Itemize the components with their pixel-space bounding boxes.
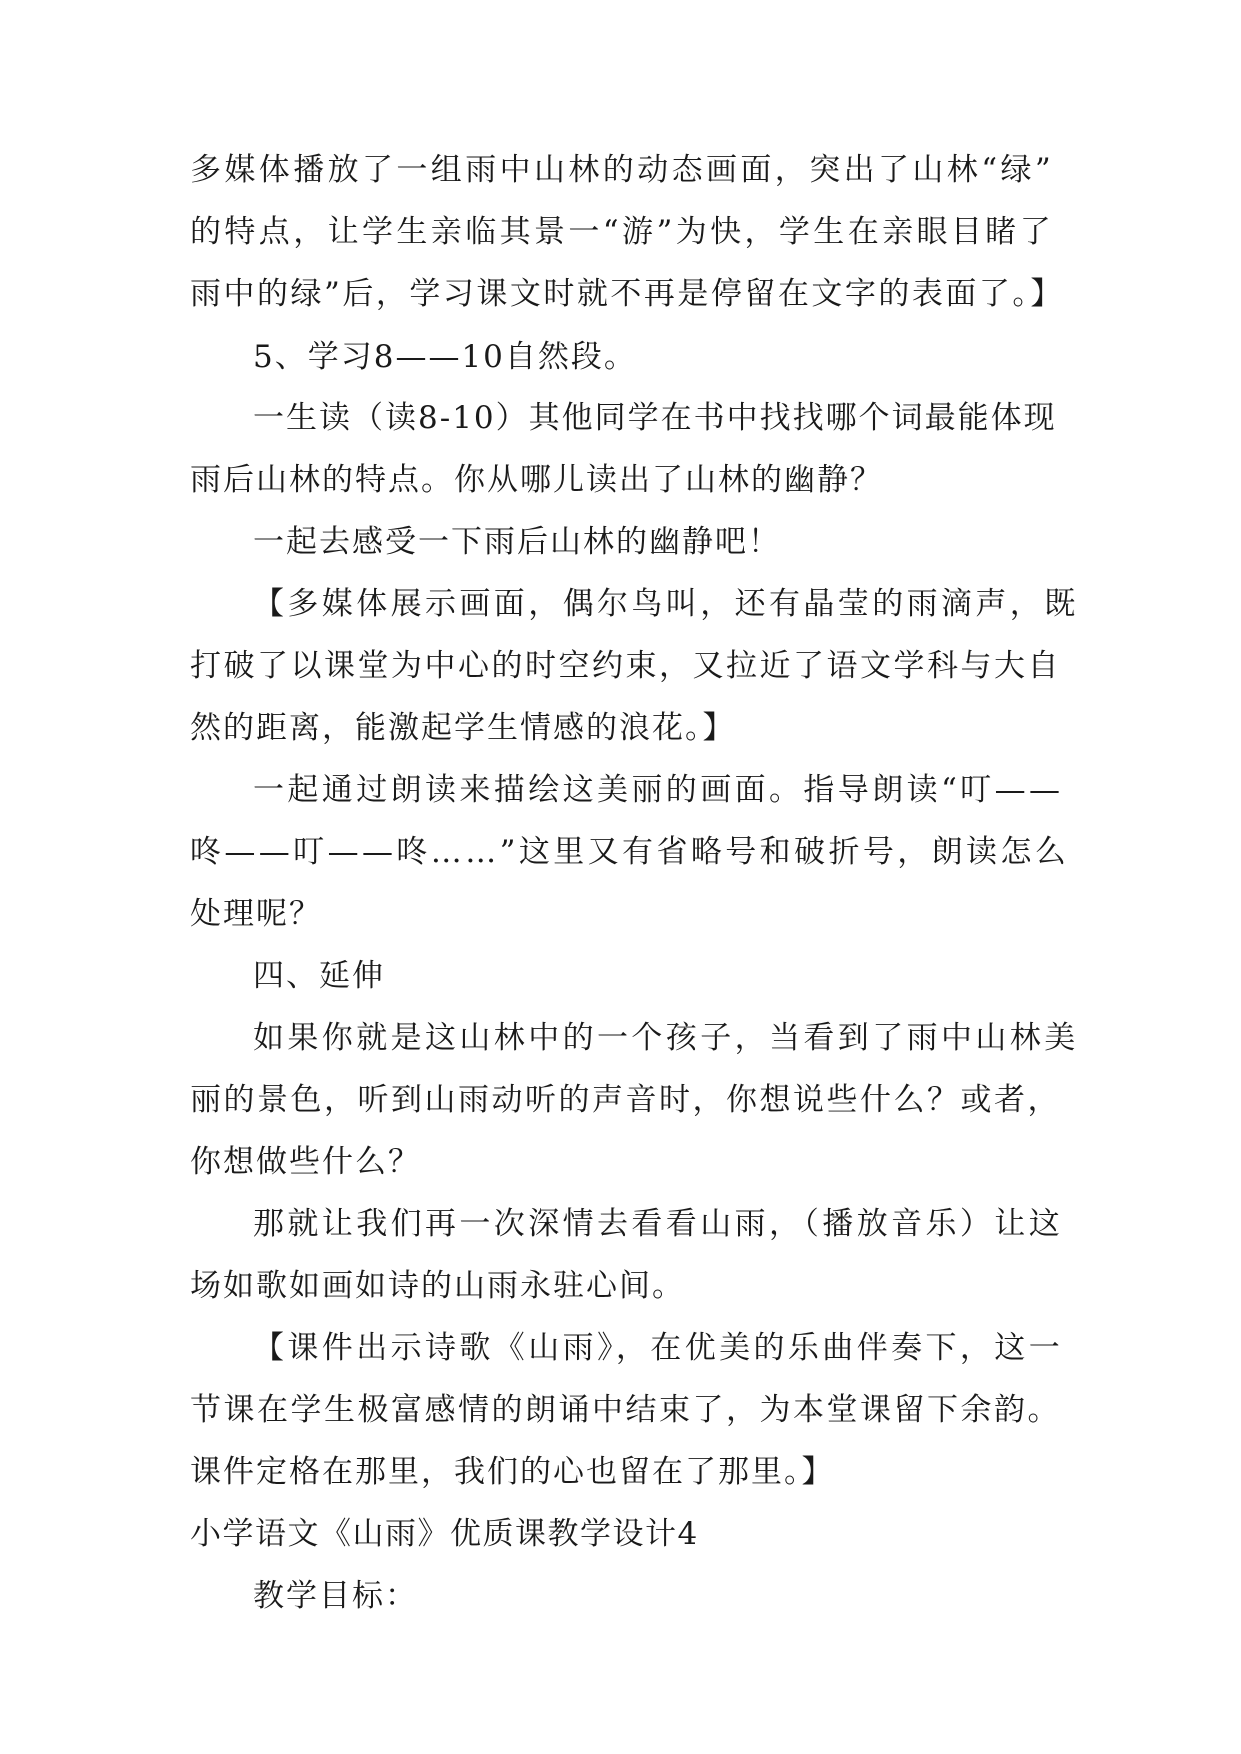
body-text-line: 课件定格在那里，我们的心也留在了那里。】 [190, 1454, 835, 1490]
body-text-line: 你想做些什么？ [190, 1144, 421, 1180]
section-heading: 教学目标： [253, 1578, 418, 1614]
body-text-line: 那就让我们再一次深情去看看山雨，（播放音乐）让这 [253, 1206, 1064, 1242]
body-text-line: 打破了以课堂为中心的时空约束，又拉近了语文学科与大自 [190, 648, 1061, 684]
body-text-line: 如果你就是这山林中的一个孩子，当看到了雨中山林美 [253, 1020, 1079, 1056]
body-text-line: 一起去感受一下雨后山林的幽静吧！ [253, 524, 781, 560]
body-text-line: 一起通过朗读来描绘这美丽的画面。指导朗读“叮—— [253, 772, 1064, 808]
body-text-line: 雨中的绿”后，学习课文时就不再是停留在文字的表面了。】 [190, 276, 1064, 312]
section-heading: 四、延伸 [253, 958, 385, 994]
body-text-line: 节课在学生极富感情的朗诵中结束了，为本堂课留下余韵。 [190, 1392, 1061, 1428]
body-text-line: 多媒体播放了一组雨中山林的动态画面，突出了山林“绿” [190, 152, 1055, 188]
body-text-line: 场如歌如画如诗的山雨永驻心间。 [190, 1268, 685, 1304]
body-text-line: 处理呢？ [190, 896, 322, 932]
body-text-line: 丽的景色，听到山雨动听的声音时，你想说些什么？或者， [190, 1082, 1061, 1118]
body-text-line: 一生读（读8-10）其他同学在书中找找哪个词最能体现 [253, 400, 1057, 436]
body-text-line: 的特点，让学生亲临其景一“游”为快，学生在亲眼目睹了 [190, 214, 1055, 250]
body-text-line: 5、学习8——10自然段。 [253, 339, 637, 375]
body-text-line: 【多媒体展示画面，偶尔鸟叫，还有晶莹的雨滴声，既 [253, 586, 1079, 622]
body-text-line: 然的距离，能激起学生情感的浪花。】 [190, 710, 736, 746]
body-text-line: 【课件出示诗歌《山雨》，在优美的乐曲伴奏下，这一 [253, 1330, 1064, 1366]
body-text-line: 咚——叮——咚……”这里又有省略号和破折号，朗读怎么 [190, 834, 1070, 870]
document-title: 小学语文《山雨》优质课教学设计4 [190, 1516, 699, 1552]
body-text-line: 雨后山林的特点。你从哪儿读出了山林的幽静？ [190, 462, 883, 498]
